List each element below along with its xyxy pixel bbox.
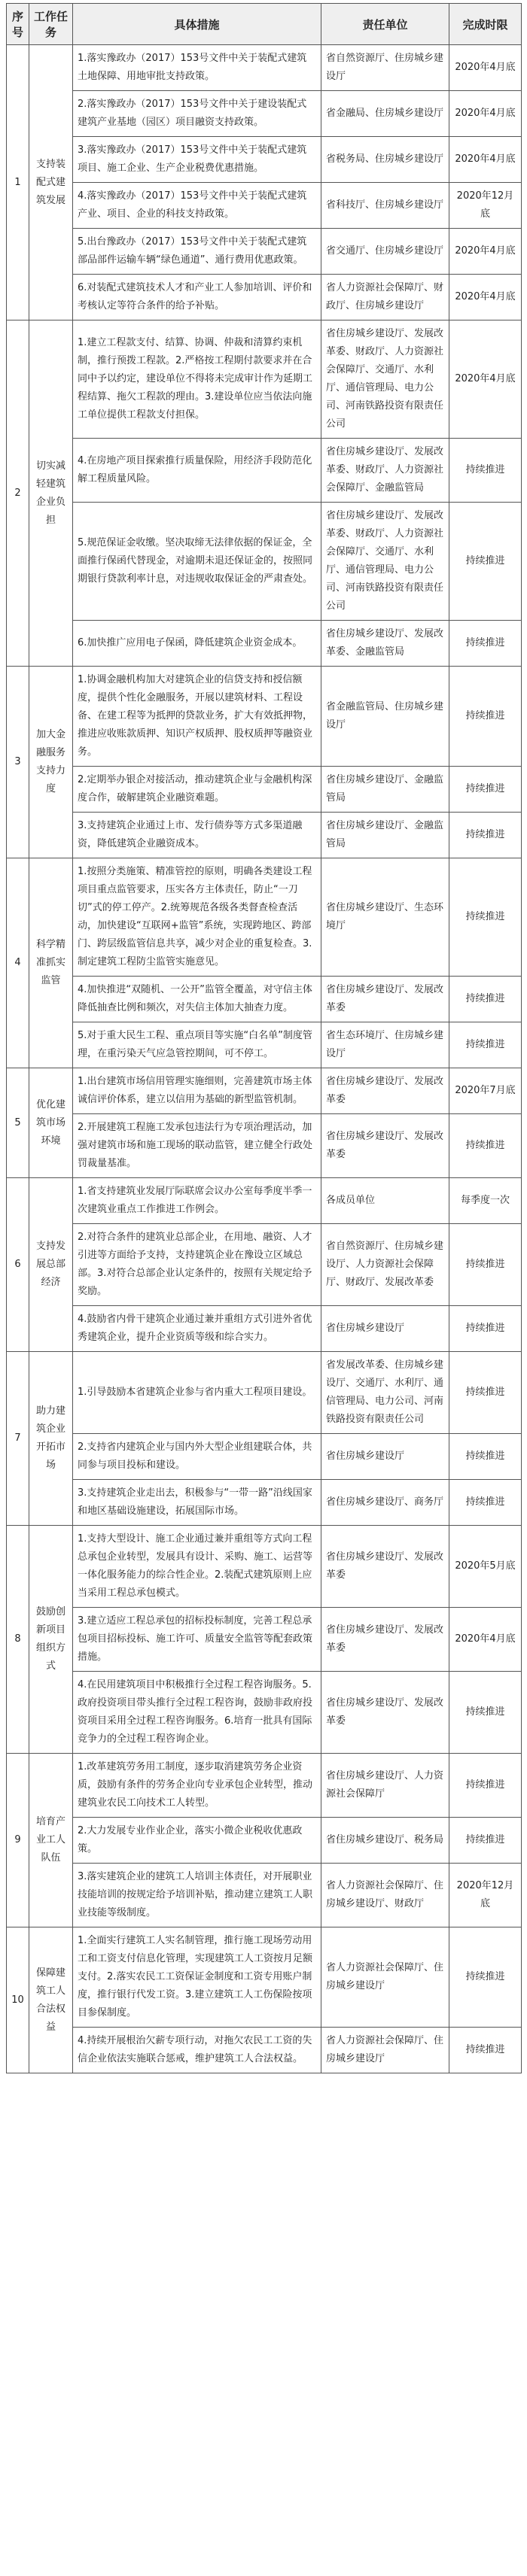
- measure-cell: 1.省支持建筑业发展厅际联席会议办公室每季度半季一次建筑业重点工作推进工作例会。: [73, 1178, 321, 1224]
- work-task-cell: 保障建筑工人合法权益: [29, 1927, 73, 2073]
- work-task-cell: 支持发展总部经济: [29, 1178, 73, 1352]
- row-index: 7: [7, 1352, 29, 1526]
- row-index: 6: [7, 1178, 29, 1352]
- measure-cell: 2.大力发展专业作业企业，落实小微企业税收优惠政策。: [73, 1818, 321, 1864]
- table-row: [7, 275, 522, 320]
- deadline-cell: 2020年5月底: [449, 1526, 522, 1608]
- table-row: [7, 1068, 522, 1114]
- table-row: [7, 667, 522, 767]
- responsible-unit-cell: 省发展改革委、住房城乡建设厅、交通厅、水利厅、通信管理局、电力公司、河南铁路投资有限责任公司: [321, 1352, 449, 1434]
- responsible-unit-cell: 省住房城乡建设厅、发展改革委、金融监管局: [321, 621, 449, 667]
- measure-cell: 3.落实建筑企业的建筑工人培训主体责任，对开展职业技能培训的按规定给予培训补贴，推动建立建筑工人职业技能等级制度。: [73, 1864, 321, 1927]
- measure-cell: 1.全面实行建筑工人实名制管理，推行施工现场劳动用工和工资支付信息化管理，实现建筑工人工资按月足额支付。2.落实农民工工资保证金制度和工资专用账户制度，推行银行代发工资。3.建立建筑工人工伤保险按项目参保制度。: [73, 1927, 321, 2028]
- responsible-unit-cell: 省金融监管局、住房城乡建设厅: [321, 667, 449, 767]
- measure-cell: 2.对符合条件的建筑业总部企业，在用地、融资、人才引进等方面给予支持，支持建筑企业在豫设立区域总部。3.对符合总部企业认定条件的，按照有关规定给予奖励。: [73, 1224, 321, 1306]
- deadline-cell: 持续推进: [449, 1352, 522, 1434]
- row-index: 3: [7, 667, 29, 858]
- measure-cell: 4.加快推进“双随机、一公开”监管全覆盖，对守信主体降低抽查比例和频次，对失信主体加大抽查力度。: [73, 977, 321, 1022]
- measure-cell: 3.支持建筑企业通过上市、发行债券等方式多渠道融资，降低建筑企业融资成本。: [73, 813, 321, 858]
- table-row: [7, 1022, 522, 1068]
- header-deadline: 完成时限: [449, 4, 522, 45]
- responsible-unit-cell: 省住房城乡建设厅: [321, 1434, 449, 1480]
- deadline-cell: 2020年12月底: [449, 1864, 522, 1927]
- measure-cell: 1.改革建筑劳务用工制度，逐步取消建筑劳务企业资质，鼓励有条件的劳务企业向专业承包企业转型，推动建筑业农民工向技术工人转型。: [73, 1754, 321, 1818]
- responsible-unit-cell: 省住房城乡建设厅、税务局: [321, 1818, 449, 1864]
- measure-cell: 1.出台建筑市场信用管理实施细则，完善建筑市场主体诚信评价体系，建立以信用为基础的新型监管机制。: [73, 1068, 321, 1114]
- responsible-unit-cell: 各成员单位: [321, 1178, 449, 1224]
- table-row: [7, 1526, 522, 1608]
- responsible-unit-cell: 省住房城乡建设厅、发展改革委: [321, 1114, 449, 1178]
- header-unit: 责任单位: [321, 4, 449, 45]
- work-task-cell: 支持装配式建筑发展: [29, 45, 73, 320]
- deadline-cell: 2020年7月底: [449, 1068, 522, 1114]
- responsible-unit-cell: 省人力资源社会保障厅、财政厅、住房城乡建设厅: [321, 275, 449, 320]
- deadline-cell: 2020年4月底: [449, 229, 522, 275]
- deadline-cell: 持续推进: [449, 667, 522, 767]
- table-row: [7, 977, 522, 1022]
- measures-document: [6, 3, 521, 2073]
- measure-cell: 5.出台豫政办（2017）153号文件中关于装配式建筑部品部件运输车辆“绿色通道”、通行费用优惠政策。: [73, 229, 321, 275]
- work-task-cell: 优化建筑市场环境: [29, 1068, 73, 1178]
- responsible-unit-cell: 省住房城乡建设厅、人力资源社会保障厅: [321, 1754, 449, 1818]
- deadline-cell: 持续推进: [449, 621, 522, 667]
- measure-cell: 4.鼓励省内骨干建筑企业通过兼并重组方式引进外省优秀建筑企业，提升企业资质等级和综合实力。: [73, 1306, 321, 1352]
- deadline-cell: 2020年4月底: [449, 137, 522, 183]
- table-header-row: [7, 4, 522, 45]
- table-row: [7, 767, 522, 813]
- header-measure: 具体措施: [73, 4, 321, 45]
- measure-cell: 2.落实豫政办（2017）153号文件中关于建设装配式建筑产业基地（园区）项目融资支持政策。: [73, 91, 321, 137]
- row-index: 9: [7, 1754, 29, 1927]
- responsible-unit-cell: 省住房城乡建设厅、发展改革委: [321, 1608, 449, 1672]
- deadline-cell: 持续推进: [449, 813, 522, 858]
- table-row: [7, 1306, 522, 1352]
- responsible-unit-cell: 省住房城乡建设厅、金融监管局: [321, 767, 449, 813]
- responsible-unit-cell: 省住房城乡建设厅、发展改革委: [321, 1068, 449, 1114]
- measure-cell: 4.在民用建筑项目中积极推行全过程工程咨询服务。5.政府投资项目带头推行全过程工程咨询，鼓励非政府投资项目采用全过程工程咨询服务。6.培育一批具有国际竞争力的全过程工程咨询企业。: [73, 1672, 321, 1754]
- table-row: [7, 621, 522, 667]
- table-row: [7, 1434, 522, 1480]
- responsible-unit-cell: 省生态环境厅、住房城乡建设厅: [321, 1022, 449, 1068]
- responsible-unit-cell: 省交通厅、住房城乡建设厅: [321, 229, 449, 275]
- responsible-unit-cell: 省税务局、住房城乡建设厅: [321, 137, 449, 183]
- deadline-cell: 持续推进: [449, 439, 522, 503]
- deadline-cell: 持续推进: [449, 767, 522, 813]
- table-row: [7, 1480, 522, 1526]
- measure-cell: 6.加快推广应用电子保函，降低建筑企业资金成本。: [73, 621, 321, 667]
- table-row: [7, 1927, 522, 2028]
- table-row: [7, 503, 522, 621]
- measure-cell: 5.规范保证金收缴。坚决取缔无法律依据的保证金，全面推行保函代替现金，对逾期未退还保证金的，按照同期银行贷款利率计息，对违规收取保证金的严肃查处。: [73, 503, 321, 621]
- deadline-cell: 持续推进: [449, 977, 522, 1022]
- work-task-cell: 切实减轻建筑企业负担: [29, 320, 73, 667]
- table-row: [7, 858, 522, 977]
- measure-cell: 1.按照分类施策、精准管控的原则，明确各类建设工程项目重点监管要求，压实各方主体责任，防止“一刀切”式的停工停产。2.统筹规范各级各类督查检查活动，加快建设“互联网+监管”系统，实现跨地区、跨部门、跨层级监管信息共享，减少对企业的重复检查。3.制定建筑工程防尘监管实施意见。: [73, 858, 321, 977]
- responsible-unit-cell: 省住房城乡建设厅、发展改革委: [321, 1526, 449, 1608]
- measure-cell: 1.建立工程款支付、结算、协调、仲裁和清算约束机制，推行预拨工程款。2.严格按工程期付款要求并在合同中予以约定，建设单位不得将未完成审计作为延期工程结算、拖欠工程款的理由。3.建设单位应当依法向施工单位提供工程款支付担保。: [73, 320, 321, 439]
- responsible-unit-cell: 省住房城乡建设厅、商务厅: [321, 1480, 449, 1526]
- deadline-cell: 持续推进: [449, 2028, 522, 2073]
- responsible-unit-cell: 省住房城乡建设厅、发展改革委、财政厅、人力资源社会保障厅、金融监管局: [321, 439, 449, 503]
- row-index: 8: [7, 1526, 29, 1754]
- row-index: 2: [7, 320, 29, 667]
- measure-cell: 1.支持大型设计、施工企业通过兼并重组等方式向工程总承包企业转型，发展具有设计、采购、施工、运营等一体化服务能力的综合性企业。2.装配式建筑原则上应当采用工程总承包模式。: [73, 1526, 321, 1608]
- measure-cell: 4.持续开展根治欠薪专项行动，对拖欠农民工工资的失信企业依法实施联合惩戒，维护建筑工人合法权益。: [73, 2028, 321, 2073]
- work-task-cell: 鼓励创新项目组织方式: [29, 1526, 73, 1754]
- table-row: [7, 1114, 522, 1178]
- deadline-cell: 持续推进: [449, 1306, 522, 1352]
- deadline-cell: 持续推进: [449, 1480, 522, 1526]
- measure-cell: 2.开展建筑工程施工发承包违法行为专项治理活动，加强对建筑市场和施工现场的联动监管，建立健全行政处罚裁量基准。: [73, 1114, 321, 1178]
- responsible-unit-cell: 省住房城乡建设厅、发展改革委、财政厅、人力资源社会保障厅、交通厅、水利厅、通信管理局、电力公司、河南铁路投资有限责任公司: [321, 320, 449, 439]
- responsible-unit-cell: 省人力资源社会保障厅、住房城乡建设厅: [321, 2028, 449, 2073]
- responsible-unit-cell: 省科技厅、住房城乡建设厅: [321, 183, 449, 229]
- measure-cell: 3.落实豫政办（2017）153号文件中关于装配式建筑项目、施工企业、生产企业税费优惠措施。: [73, 137, 321, 183]
- deadline-cell: 2020年4月底: [449, 45, 522, 91]
- responsible-unit-cell: 省金融局、住房城乡建设厅: [321, 91, 449, 137]
- work-task-cell: 培育产业工人队伍: [29, 1754, 73, 1927]
- measure-cell: 1.协调金融机构加大对建筑企业的信贷支持和授信额度，提供个性化金融服务，开展以建筑材料、工程设备、在建工程等为抵押的贷款业务，扩大有效抵押物，推进应收账款质押、知识产权质押、股权质押等融资业务。: [73, 667, 321, 767]
- responsible-unit-cell: 省人力资源社会保障厅、住房城乡建设厅、财政厅: [321, 1864, 449, 1927]
- table-row: [7, 229, 522, 275]
- table-row: [7, 1672, 522, 1754]
- deadline-cell: 持续推进: [449, 858, 522, 977]
- measure-cell: 2.支持省内建筑企业与国内外大型企业组建联合体，共同参与项目投标和建设。: [73, 1434, 321, 1480]
- table-row: [7, 2028, 522, 2073]
- work-task-cell: 助力建筑企业开拓市场: [29, 1352, 73, 1526]
- measure-cell: 1.落实豫政办（2017）153号文件中关于装配式建筑土地保障、用地审批支持政策。: [73, 45, 321, 91]
- header-task: 工作任务: [29, 4, 73, 45]
- measure-cell: 6.对装配式建筑技术人才和产业工人参加培训、评价和考核认定等符合条件的给予补贴。: [73, 275, 321, 320]
- table-row: [7, 45, 522, 91]
- measure-cell: 5.对于重大民生工程、重点项目等实施“白名单”制度管理，在重污染天气应急管控期间，可不停工。: [73, 1022, 321, 1068]
- table-row: [7, 1608, 522, 1672]
- deadline-cell: 每季度一次: [449, 1178, 522, 1224]
- measure-cell: 4.在房地产项目探索推行质量保险，用经济手段防范化解工程质量风险。: [73, 439, 321, 503]
- responsible-unit-cell: 省住房城乡建设厅、发展改革委: [321, 1672, 449, 1754]
- work-task-cell: 加大金融服务支持力度: [29, 667, 73, 858]
- table-row: [7, 183, 522, 229]
- row-index: 4: [7, 858, 29, 1068]
- table-body: [7, 45, 522, 2073]
- row-index: 1: [7, 45, 29, 320]
- measure-cell: 4.落实豫政办（2017）153号文件中关于装配式建筑产业、项目、企业的科技支持政策。: [73, 183, 321, 229]
- measure-cell: 3.支持建筑企业走出去，积极参与“一带一路”沿线国家和地区基础设施建设，拓展国际市场。: [73, 1480, 321, 1526]
- work-task-cell: 科学精准抓实监管: [29, 858, 73, 1068]
- responsible-unit-cell: 省自然资源厅、住房城乡建设厅: [321, 45, 449, 91]
- deadline-cell: 持续推进: [449, 1754, 522, 1818]
- table-row: [7, 1352, 522, 1434]
- deadline-cell: 持续推进: [449, 1434, 522, 1480]
- responsible-unit-cell: 省住房城乡建设厅: [321, 1306, 449, 1352]
- row-index: 5: [7, 1068, 29, 1178]
- deadline-cell: 持续推进: [449, 1927, 522, 2028]
- table-row: [7, 1818, 522, 1864]
- table-row: [7, 320, 522, 439]
- deadline-cell: 2020年12月底: [449, 183, 522, 229]
- measure-cell: 1.引导鼓励本省建筑企业参与省内重大工程项目建设。: [73, 1352, 321, 1434]
- measure-cell: 3.建立适应工程总承包的招标投标制度，完善工程总承包项目招标投标、施工许可、质量安全监管等配套政策措施。: [73, 1608, 321, 1672]
- measures-table: [6, 3, 522, 2073]
- responsible-unit-cell: 省住房城乡建设厅、金融监管局: [321, 813, 449, 858]
- table-row: [7, 1754, 522, 1818]
- deadline-cell: 2020年4月底: [449, 91, 522, 137]
- table-row: [7, 137, 522, 183]
- deadline-cell: 2020年4月底: [449, 1608, 522, 1672]
- table-row: [7, 439, 522, 503]
- deadline-cell: 持续推进: [449, 1672, 522, 1754]
- responsible-unit-cell: 省人力资源社会保障厅、住房城乡建设厅: [321, 1927, 449, 2028]
- responsible-unit-cell: 省自然资源厅、住房城乡建设厅、人力资源社会保障厅、财政厅、发展改革委: [321, 1224, 449, 1306]
- responsible-unit-cell: 省住房城乡建设厅、发展改革委、财政厅、人力资源社会保障厅、交通厅、水利厅、通信管理局、电力公司、河南铁路投资有限责任公司: [321, 503, 449, 621]
- deadline-cell: 2020年4月底: [449, 320, 522, 439]
- deadline-cell: 持续推进: [449, 1224, 522, 1306]
- responsible-unit-cell: 省住房城乡建设厅、生态环境厅: [321, 858, 449, 977]
- responsible-unit-cell: 省住房城乡建设厅、发展改革委: [321, 977, 449, 1022]
- header-index: 序号: [7, 4, 29, 45]
- table-row: [7, 91, 522, 137]
- table-row: [7, 1864, 522, 1927]
- table-row: [7, 1224, 522, 1306]
- deadline-cell: 持续推进: [449, 1022, 522, 1068]
- row-index: 10: [7, 1927, 29, 2073]
- table-row: [7, 813, 522, 858]
- measure-cell: 2.定期举办银企对接活动，推动建筑企业与金融机构深度合作，破解建筑企业融资难题。: [73, 767, 321, 813]
- deadline-cell: 持续推进: [449, 1114, 522, 1178]
- deadline-cell: 2020年4月底: [449, 275, 522, 320]
- deadline-cell: 持续推进: [449, 503, 522, 621]
- table-row: [7, 1178, 522, 1224]
- deadline-cell: 持续推进: [449, 1818, 522, 1864]
